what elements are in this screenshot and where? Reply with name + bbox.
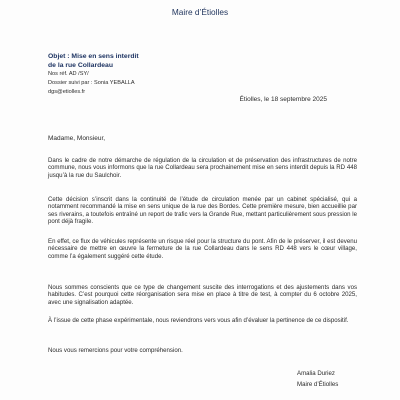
salutation: Madame, Monsieur, xyxy=(48,135,106,142)
paragraph-4: Nous sommes conscients que ce type de changement suscite des interrogations et des ajustements dans vos habitudes. C’est pourquoi cette réorganisation sera mise en place à titre de test, à compter du 6 octobre 2025, avec une signalisation adaptée. xyxy=(48,284,357,306)
follow-up: Dossier suivi par : Sonia YEBALLA xyxy=(48,80,135,86)
subject-line-1: Objet : Mise en sens interdit xyxy=(48,53,139,60)
reference: Nos réf. AD /SY/ xyxy=(48,71,89,77)
paragraph-3: En effet, ce flux de véhicules représente un risque réel pour la structure du pont. Afin de le préserver, il est devenu nécessaire de mettre en œuvre la fermeture de la rue Collardeau dans le sens RD 448 vers le cœur village, comme l’a également suggéré cette étude. xyxy=(48,238,357,260)
paragraph-1: Dans le cadre de notre démarche de régulation de la circulation et de préservation des infrastructures de notre commune, nous vous informons que la rue Collardeau sera prochainement mise en sens interdit depuis la RD 448 jusqu’à la rue du Saulchoir. xyxy=(48,157,357,179)
paragraph-6: Nous vous remercions pour votre compréhension. xyxy=(48,347,183,354)
letterhead-title: Maire d’Étiolles xyxy=(171,7,229,17)
letter-meta xyxy=(48,53,248,97)
signatory-title: Maire d’Étiolles xyxy=(297,381,339,388)
signatory-name: Amalia Duriez xyxy=(297,370,335,377)
letter-date: Étiolles, le 18 septembre 2025 xyxy=(239,96,327,103)
paragraph-2: Cette décision s’inscrit dans la continuité de l’étude de circulation menée par un cabinet spécialisé, qui a notamment recommandé la mise en sens unique de la rue des Bordes. Cette première mesure, bien accueillie par ses riverains, a toutefois entraîné un report de trafic vers la Grande Rue, mettant particulièrement sous pression le pont déjà fragile. xyxy=(48,196,357,226)
subject-line-2: de la rue Collardeau xyxy=(48,61,113,69)
paragraph-5: À l’issue de cette phase expérimentale, nous reviendrons vers vous afin d’évaluer la pertinence de ce dispositif. xyxy=(48,317,349,324)
contact-email: dgs@etiolles.fr xyxy=(48,89,86,95)
